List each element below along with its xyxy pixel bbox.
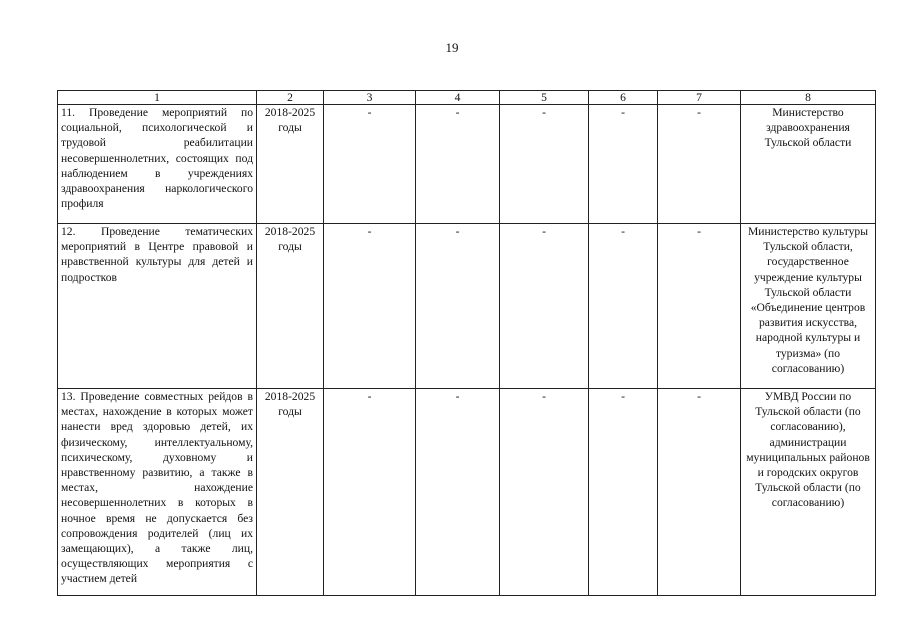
measure-cell: 11. Проведение мероприятий по социальной, психологической и трудовой реабилитации несовершеннолетних, состоящих под наблюдением в учреждениях здравоохранения наркологического профиля bbox=[58, 105, 257, 224]
col5-cell: - bbox=[500, 224, 589, 389]
col7-cell: - bbox=[658, 389, 741, 596]
col5-cell: - bbox=[500, 389, 589, 596]
col3-cell: - bbox=[324, 105, 416, 224]
period-cell: 2018-2025 годы bbox=[257, 224, 324, 389]
page-number: 19 bbox=[445, 40, 459, 55]
col7-cell: - bbox=[658, 224, 741, 389]
header-col-6: 6 bbox=[589, 91, 658, 105]
header-col-8: 8 bbox=[741, 91, 876, 105]
col6-cell: - bbox=[589, 105, 658, 224]
header-row bbox=[58, 91, 876, 105]
col7-cell: - bbox=[658, 105, 741, 224]
col3-cell: - bbox=[324, 224, 416, 389]
header-col-1: 1 bbox=[58, 91, 257, 105]
table-row bbox=[58, 389, 876, 596]
table-row bbox=[58, 105, 876, 224]
col5-cell: - bbox=[500, 105, 589, 224]
header-col-3: 3 bbox=[324, 91, 416, 105]
table-row bbox=[58, 224, 876, 389]
executor-cell: Министерство культуры Тульской области, государственное учреждение культуры Тульской области «Объединение центров развития искусства, народной культуры и туризма» (по согласованию) bbox=[741, 224, 876, 389]
measure-cell: 13. Проведение совместных рейдов в местах, нахождение в которых может нанести вред здоровью детей, их физическому, интеллектуальному, психическому, духовному и нравственному развитию, а также в местах, нахождение несовершеннолетних в которых в ночное время не допускается без сопровождения родителей (лиц их замещающих), а также лиц, осуществляющих мероприятия с участием детей bbox=[58, 389, 257, 596]
period-cell: 2018-2025 годы bbox=[257, 389, 324, 596]
header-col-7: 7 bbox=[658, 91, 741, 105]
col4-cell: - bbox=[416, 389, 500, 596]
measure-cell: 12. Проведение тематических мероприятий в Центре правовой и нравственной культуры для детей и подростков bbox=[58, 224, 257, 389]
measures-table bbox=[57, 90, 876, 596]
header-col-4: 4 bbox=[416, 91, 500, 105]
period-cell: 2018-2025 годы bbox=[257, 105, 324, 224]
col6-cell: - bbox=[589, 389, 658, 596]
header-col-2: 2 bbox=[257, 91, 324, 105]
executor-cell: УМВД России по Тульской области (по согласованию), администрации муниципальных районов и городских округов Тульской области (по согласованию) bbox=[741, 389, 876, 596]
col4-cell: - bbox=[416, 105, 500, 224]
col4-cell: - bbox=[416, 224, 500, 389]
executor-cell: Министерство здравоохранения Тульской области bbox=[741, 105, 876, 224]
header-col-5: 5 bbox=[500, 91, 589, 105]
col6-cell: - bbox=[589, 224, 658, 389]
col3-cell: - bbox=[324, 389, 416, 596]
